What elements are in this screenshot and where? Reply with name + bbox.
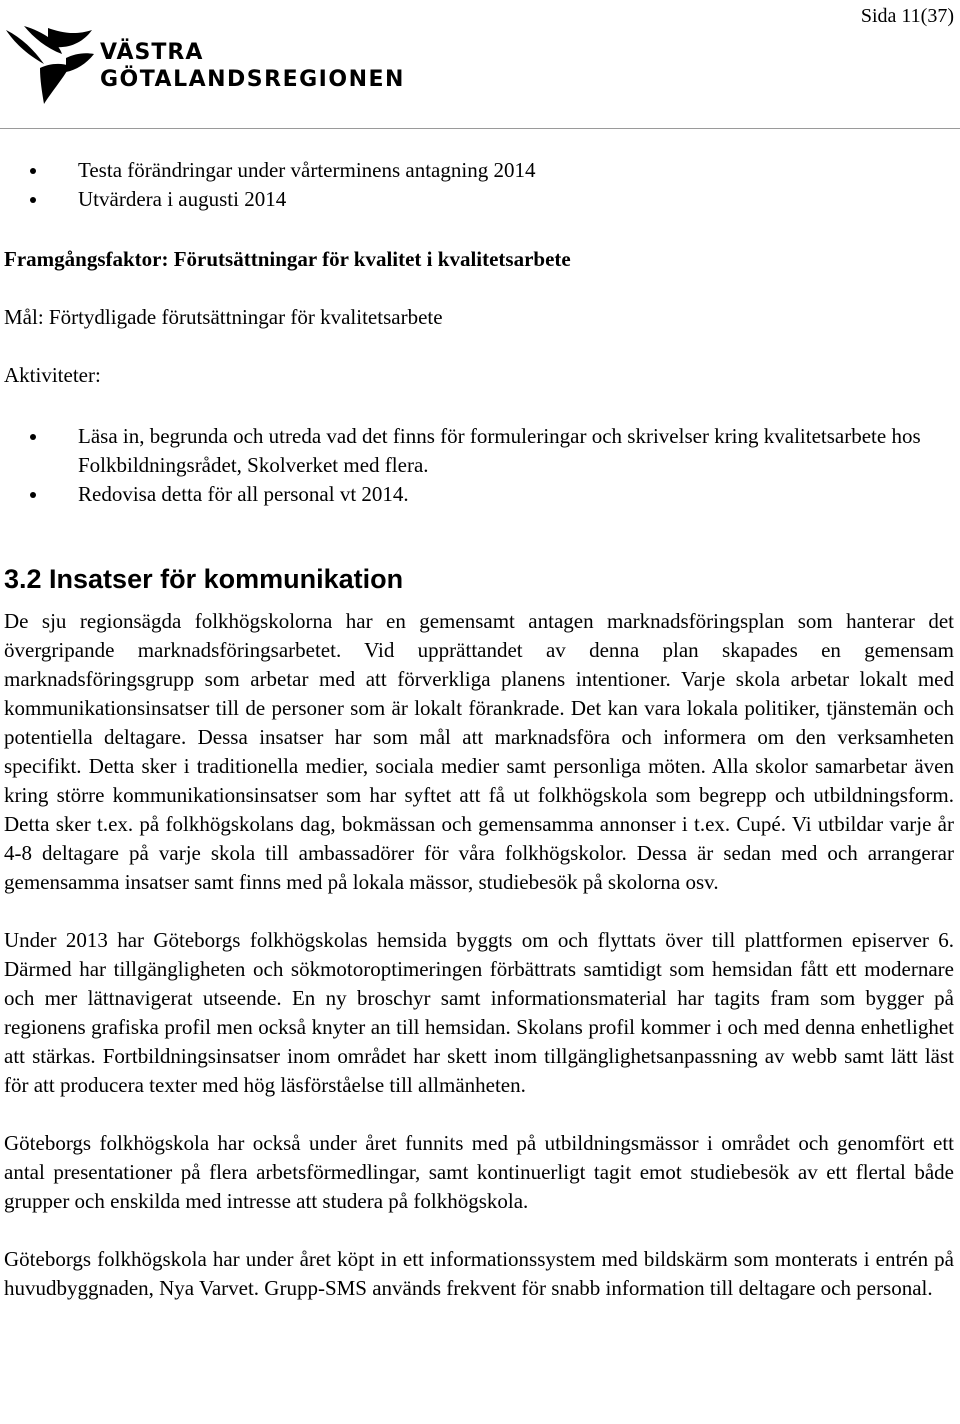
document-body <box>4 156 954 1303</box>
page-number: Sida 11(37) <box>860 5 954 27</box>
success-factor-heading: Framgångsfaktor: Förutsättningar för kvalitet i kvalitetsarbete <box>4 247 571 271</box>
section-heading: 3.2 Insatser för kommunikation <box>4 564 404 594</box>
logo-line-2: GÖTALANDSREGIONEN <box>100 67 405 92</box>
bullet-list-top <box>4 156 954 214</box>
body-paragraph: De sju regionsägda folkhögskolorna har en gemensamt antagen marknadsföringsplan som hanterar det övergripande marknadsföringsarbetet. Vid upprättandet av denna plan skapades en gemensam marknadsföringsgrupp som arbetar med att förverkliga planens intentioner. Varje skola arbetar lokalt med kommunikationsinsatser till de personer som är lokalt förankrade. Det kan vara lokala politiker, tjänstemän och potentiella deltagare. Dessa insatser har som mål att marknadsföra och informera om den verksamheten specifikt. Detta sker i traditionella medier, sociala medier samt personliga möten. Alla skolor samarbetar även kring större kommunikationsinsatser som har syftet att få ut folkhögskola som begrepp och utbildningsform. Detta sker t.ex. på folkhögskolans dag, bokmässan och gemensamma annonser i t.ex. Cupé. Vi utbildar varje år 4-8 deltagare på varje skola till ambassadörer för våra folkhögskolor. Dessa är sedan med och arrangerar gemensamma insatser samt finns med på lokala mässor, studiebesök på skolorna osv. <box>4 609 954 894</box>
bullet-list-activities <box>4 422 954 509</box>
list-item: Läsa in, begrunda och utreda vad det finns för formuleringar och skrivelser kring kvalitetsarbete hos Folkbildningsrådet, Skolverket med flera. <box>4 422 954 480</box>
list-item: Testa förändringar under vårterminens antagning 2014 <box>4 156 954 185</box>
goal-text: Mål: Förtydligade förutsättningar för kvalitetsarbete <box>4 305 443 329</box>
body-paragraph: Under 2013 har Göteborgs folkhögskolas hemsida byggts om och flyttats över till plattformen episerver 6. Därmed har tillgängligheten och sökmotoroptimeringen förbättrats samtidigt som hemsidan fått ett modernare och mer lättnavigerat utseende. En ny broschyr samt informationsmaterial har tagits fram som bygger på regionens grafiska profil men också knyter an till hemsidan. Skolans profil kommer i och med denna enhetlighet att stärkas. Fortbildningsinsatser inom området har skett inom tillgänglighetsanpassning av webb samt lätt läst för att producera texter med hög läsförståelse till allmänheten. <box>4 928 954 1097</box>
region-emblem-icon <box>4 24 96 106</box>
header-divider <box>0 128 960 129</box>
logo-wordmark <box>100 40 405 94</box>
body-paragraph: Göteborgs folkhögskola har under året köpt in ett informationssystem med bildskärm som monterats i entrén på huvudbyggnaden, Nya Varvet. Grupp-SMS används frekvent för snabb information till deltagare och personal. <box>4 1247 954 1300</box>
logo <box>4 24 405 106</box>
list-item: Utvärdera i augusti 2014 <box>4 185 954 214</box>
activities-label: Aktiviteter: <box>4 363 101 387</box>
list-item: Redovisa detta för all personal vt 2014. <box>4 480 954 509</box>
logo-line-1: VÄSTRA <box>100 40 204 65</box>
body-paragraph: Göteborgs folkhögskola har också under året funnits med på utbildningsmässor i området och genomfört ett antal presentationer på flera arbetsförmedlingar, samt kontinuerligt tagit emot studiebesök av ett flertal både grupper och enskilda med intresse att studera på folkhögskola. <box>4 1131 954 1213</box>
